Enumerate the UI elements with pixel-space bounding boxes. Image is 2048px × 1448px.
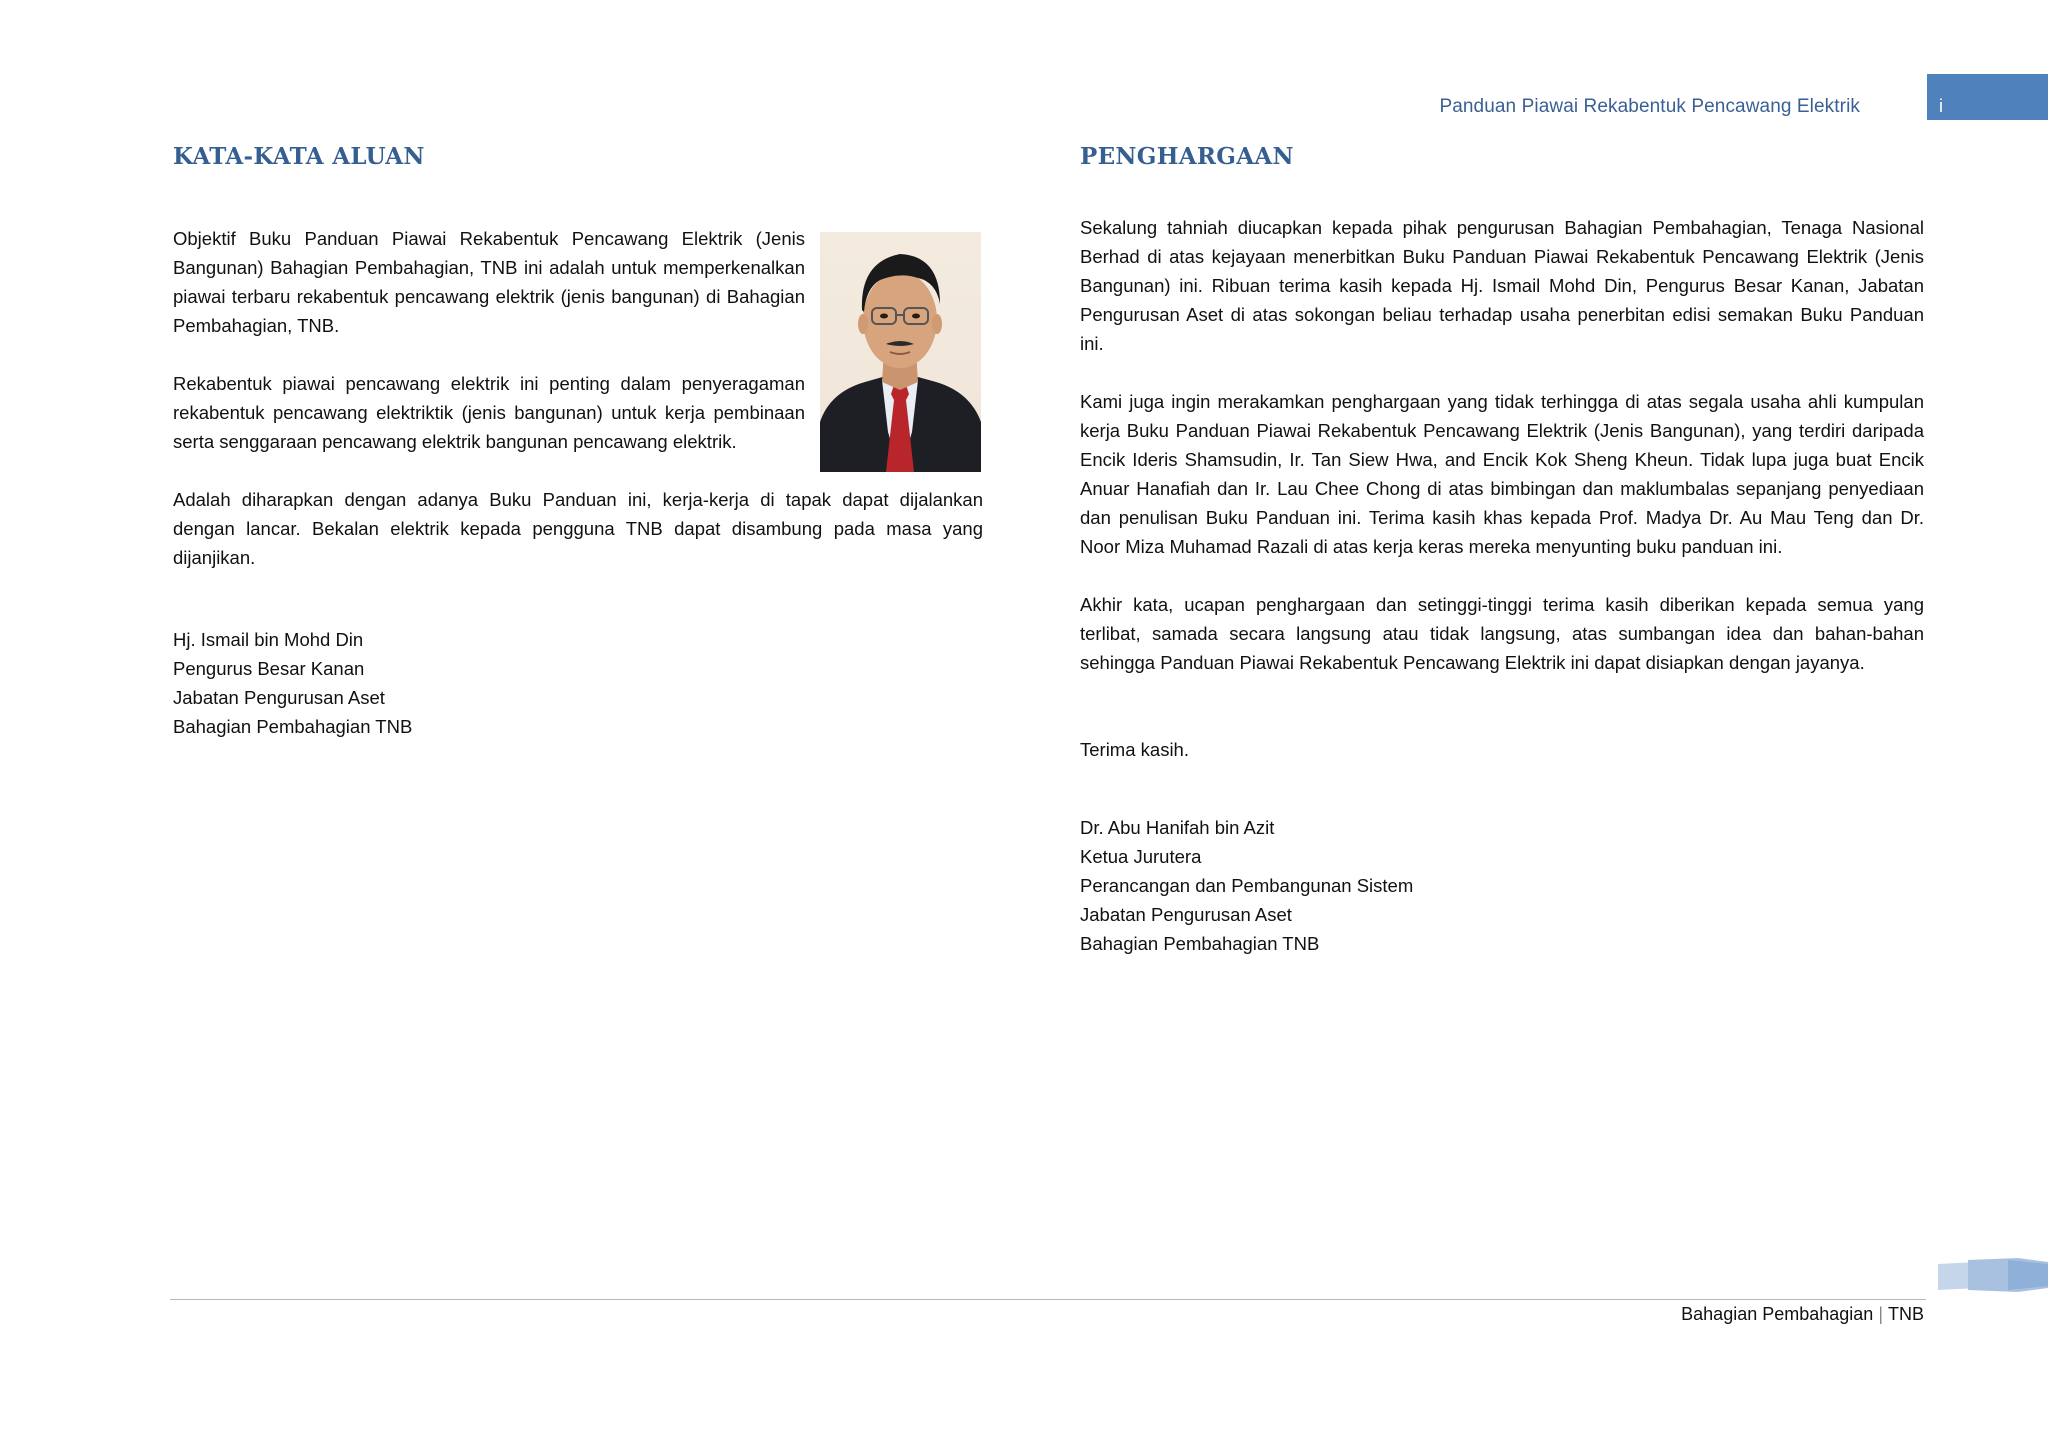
- page-number-tab: [1927, 74, 2048, 120]
- aluan-signature-name: Hj. Ismail bin Mohd Din: [173, 629, 364, 650]
- penghargaan-signature-division: Bahagian Pembahagian TNB: [1080, 933, 1320, 954]
- blue-ribbon-decoration-icon: [1938, 1256, 2048, 1296]
- footer-company: TNB: [1888, 1304, 1924, 1324]
- footer: [1681, 1302, 1924, 1326]
- penghargaan-paragraph-3: Akhir kata, ucapan penghargaan dan setinggi-tinggi terima kasih diberikan kepada semua yang terlibat, samada secara langsung atau tidak langsung, atas sumbangan idea dan bahan-bahan sehingga Panduan Piawai Rekabentuk Pencawang Elektrik ini dapat disiapkan dengan jayanya.: [1080, 594, 1924, 673]
- footer-division: Bahagian Pembahagian: [1681, 1304, 1874, 1324]
- page-number: i: [1939, 96, 1943, 116]
- aluan-signature-department: Jabatan Pengurusan Aset: [173, 687, 385, 708]
- running-header-title: Panduan Piawai Rekabentuk Pencawang Elektrik: [1439, 96, 1860, 117]
- person-portrait-icon: [820, 232, 981, 472]
- footer-separator: |: [1878, 1304, 1883, 1324]
- section-heading-penghargaan: PENGHARGAAN: [1080, 143, 1294, 170]
- penghargaan-signature-unit: Perancangan dan Pembangunan Sistem: [1080, 875, 1414, 896]
- aluan-paragraph-2: Rekabentuk piawai pencawang elektrik ini penting dalam penyeragaman rekabentuk pencawang elektriktik (jenis bangunan) untuk kerja pembinaan serta senggaraan pencawang elektrik bangunan pencawang elektrik.: [173, 373, 805, 452]
- footer-divider: [170, 1299, 1926, 1300]
- aluan-signature-block: [173, 625, 412, 741]
- aluan-paragraph-3: Adalah diharapkan dengan adanya Buku Panduan ini, kerja-kerja di tapak dapat dijalankan dengan lancar. Bekalan elektrik kepada pengguna TNB dapat disambung pada masa yang dijanjikan.: [173, 489, 983, 568]
- penghargaan-signature-department: Jabatan Pengurusan Aset: [1080, 904, 1292, 925]
- portrait-photo: [820, 232, 981, 472]
- section-heading-kata-kata-aluan: KATA-KATA ALUAN: [173, 143, 425, 170]
- penghargaan-signature-name: Dr. Abu Hanifah bin Azit: [1080, 817, 1275, 838]
- penghargaan-signature-title: Ketua Jurutera: [1080, 846, 1202, 867]
- penghargaan-paragraph-1: Sekalung tahniah diucapkan kepada pihak pengurusan Bahagian Pembahagian, Tenaga Nasional Berhad di atas kejayaan menerbitkan Buku Panduan Piawai Rekabentuk Pencawang Elektrik (Jenis Bangunan) ini. Ribuan terima kasih kepada Hj. Ismail Mohd Din, Pengurus Besar Kanan, Jabatan Pengurusan Aset di atas sokongan beliau terhadap usaha penerbitan edisi semakan Buku Panduan ini.: [1080, 217, 1924, 354]
- aluan-signature-title: Pengurus Besar Kanan: [173, 658, 365, 679]
- penghargaan-closing: Terima kasih.: [1080, 739, 1189, 760]
- aluan-signature-division: Bahagian Pembahagian TNB: [173, 716, 413, 737]
- aluan-paragraph-1: Objektif Buku Panduan Piawai Rekabentuk Pencawang Elektrik (Jenis Bangunan) Bahagian Pembahagian, TNB ini adalah untuk memperkenalkan piawai terbaru rekabentuk pencawang elektrik (jenis bangunan) di Bahagian Pembahagian, TNB.: [173, 228, 805, 336]
- penghargaan-paragraph-2: Kami juga ingin merakamkan penghargaan yang tidak terhingga di atas segala usaha ahli kumpulan kerja Buku Panduan Piawai Rekabentuk Pencawang Elektrik (Jenis Bangunan), yang terdiri daripada Encik Ideris Shamsudin, Ir. Tan Siew Hwa, and Encik Kok Sheng Kheun. Tidak lupa juga buat Encik Anuar Hanafiah dan Ir. Lau Chee Chong di atas bimbingan dan maklumbalas sepanjang penyediaan dan penulisan Buku Panduan ini. Terima kasih khas kepada Prof. Madya Dr. Au Mau Teng dan Dr. Noor Miza Muhamad Razali di atas kerja keras mereka menyunting buku panduan ini.: [1080, 391, 1924, 557]
- penghargaan-signature-block: [1080, 813, 1413, 958]
